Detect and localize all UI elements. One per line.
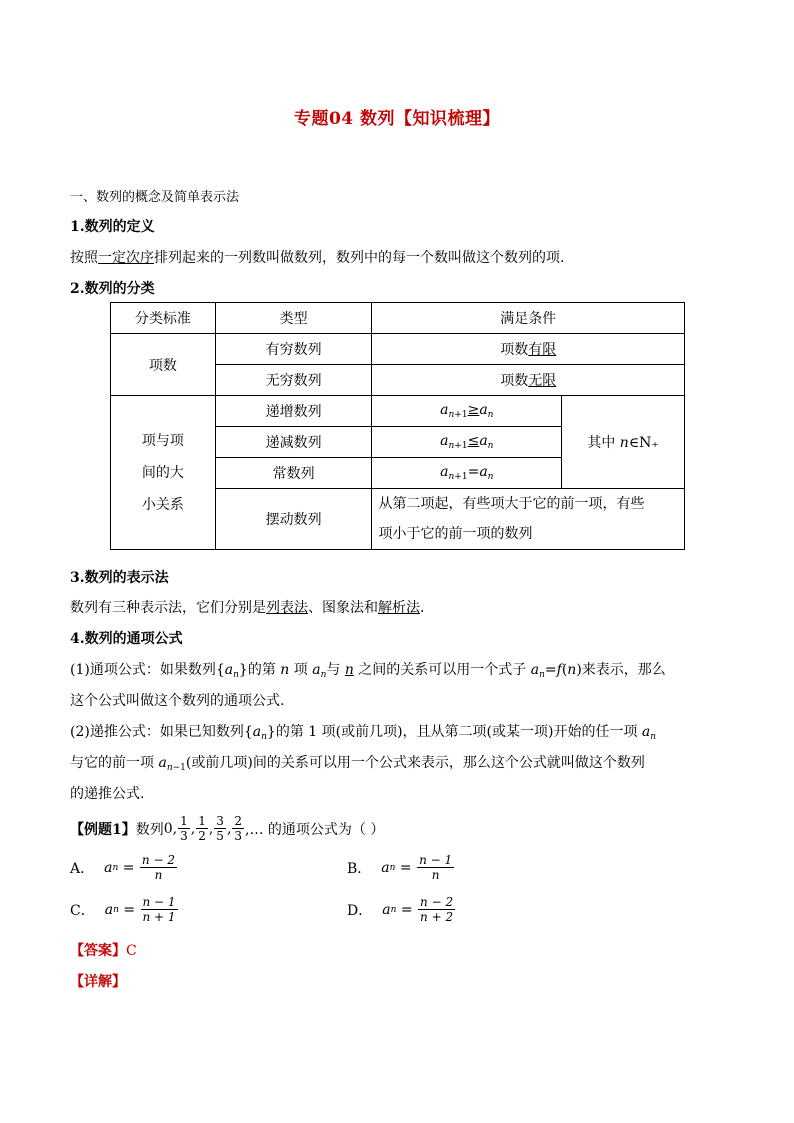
option-c[interactable]: C． a n = $\frac{n - 1}{n + 1}$ bbox=[70, 895, 176, 924]
numerator: 1 bbox=[198, 814, 206, 828]
text-run: 数列 bbox=[135, 821, 164, 838]
denominator: n + 2 bbox=[420, 910, 454, 924]
text-run: 项数 bbox=[500, 373, 529, 389]
recursive-line-2: 与它的前一项 $a_{n-1}$(或前几项)间的关系可以用一个公式来表示，那么这个公式就叫做这个数列 bbox=[70, 755, 645, 773]
underlined-term: 解析法 bbox=[378, 600, 420, 616]
numerator: n − 1 bbox=[142, 895, 176, 909]
fraction bbox=[214, 814, 226, 843]
option-d[interactable]: D． a n = $\frac{n - 2}{n + 2}$ bbox=[347, 895, 454, 924]
text-run: 之间的关系可以用一个式子 bbox=[353, 662, 531, 678]
text-run: 其中 bbox=[587, 435, 620, 451]
type-cell: 无穷数列 bbox=[215, 365, 372, 396]
fraction bbox=[196, 814, 208, 843]
recursive-line-1: (2)递推公式：如果已知数列$\{a_n\}$的第 1 项(或前几项)，且从第二项(或某一项)开始的任一项 $a_n$ bbox=[70, 724, 657, 742]
option-label: C． bbox=[70, 902, 95, 919]
relation-symbol: ≤ bbox=[467, 433, 480, 449]
text-run: ∈N₊ bbox=[628, 435, 659, 451]
condition-cell: $a_{n+1}\le a_n$ bbox=[372, 427, 562, 458]
denominator: 2 bbox=[198, 829, 206, 843]
type-cell: 常数列 bbox=[215, 458, 372, 489]
text-run: (2)递推公式：如果已知数列{ bbox=[70, 724, 253, 740]
type-cell: 递增数列 bbox=[215, 396, 372, 427]
text-run: 按照 bbox=[70, 250, 98, 266]
numerator: 2 bbox=[234, 814, 243, 828]
numerator: n − 2 bbox=[420, 895, 454, 909]
detail-line bbox=[70, 971, 126, 991]
text-run: = bbox=[544, 662, 557, 678]
condition-cell bbox=[372, 365, 685, 396]
group-label: 项数 bbox=[111, 334, 216, 396]
fraction bbox=[418, 895, 455, 924]
answer-value: C bbox=[126, 943, 137, 959]
fraction bbox=[178, 814, 190, 843]
text-line: 项与项 bbox=[141, 432, 184, 449]
denominator: n bbox=[431, 868, 440, 882]
example-question: 【例题1】 数列 0, $\frac{1}{3}$ , $\frac{1}{2}$ , $\frac{3}{5}$ , $\frac{2}{3}$ ,… 的通项公式为（ ） bbox=[70, 814, 385, 843]
denominator: n bbox=[154, 868, 163, 882]
section-heading: 一、数列的概念及简单表示法 bbox=[70, 190, 240, 205]
underlined-term: 一定次序 bbox=[98, 250, 154, 266]
detail-label: 【详解】 bbox=[70, 974, 126, 990]
answer-label: 【答案】 bbox=[70, 943, 126, 959]
text-line: 项小于它的前一项的数列 bbox=[378, 526, 533, 542]
text-run: 项数 bbox=[500, 342, 529, 358]
text-run: 来表示，那么 bbox=[581, 662, 666, 678]
definition-title: 1.数列的定义 bbox=[70, 219, 155, 235]
table-row bbox=[111, 334, 685, 365]
denominator: 5 bbox=[216, 829, 224, 843]
text-line: 间的大 bbox=[141, 464, 184, 481]
side-note-cell bbox=[562, 396, 685, 489]
variable: n bbox=[619, 435, 629, 451]
type-cell: 递减数列 bbox=[215, 427, 372, 458]
example-label: 【例题1】 bbox=[70, 821, 136, 838]
group-label bbox=[111, 396, 216, 550]
representation-text bbox=[70, 597, 424, 617]
text-run: (1)通项公式：如果数列{ bbox=[70, 662, 225, 678]
header-cell: 满足条件 bbox=[372, 303, 685, 334]
text-run: ,… 的通项公式为（ ） bbox=[245, 821, 385, 838]
option-b[interactable]: B． a n = $\frac{n - 1}{n}$ bbox=[347, 853, 453, 882]
text-run: (或前几项)间的关系可以用一个公式来表示，那么这个公式就叫做这个数列 bbox=[185, 755, 645, 771]
option-label: B． bbox=[347, 860, 372, 877]
condition-cell bbox=[372, 489, 685, 550]
type-cell: 有穷数列 bbox=[215, 334, 372, 365]
fraction bbox=[141, 895, 178, 924]
option-label: D． bbox=[347, 902, 373, 919]
option-a[interactable]: A． a n = $\frac{n - 2}{n}$ bbox=[70, 853, 175, 882]
relation-symbol: = bbox=[467, 464, 480, 480]
numerator: n − 1 bbox=[419, 853, 453, 867]
condition-cell bbox=[372, 334, 685, 365]
representation-title: 3.数列的表示法 bbox=[70, 570, 169, 586]
text-run: 与它的前一项 bbox=[70, 755, 159, 771]
general-term-line-1: (1)通项公式：如果数列$\{a_n\}$的第 n 项 $a_n$与 n 之间的关系可以用一个式子 $a_n=f(n)$来表示，那么 bbox=[70, 662, 666, 680]
numerator: 1 bbox=[180, 814, 188, 828]
text-run: . bbox=[420, 600, 425, 616]
numerator: 3 bbox=[216, 814, 224, 828]
relation-symbol: ≥ bbox=[467, 402, 480, 418]
text-run: 、图象法和 bbox=[308, 600, 378, 616]
answer-line bbox=[70, 940, 137, 960]
header-cell: 分类标准 bbox=[111, 303, 216, 334]
underlined-term: 无限 bbox=[528, 373, 557, 389]
general-term-title: 4.数列的通项公式 bbox=[70, 631, 183, 647]
denominator: 3 bbox=[180, 829, 188, 843]
classification-table bbox=[110, 302, 685, 550]
condition-cell: $a_{n+1}=a_n$ bbox=[372, 458, 562, 489]
fraction bbox=[140, 853, 177, 882]
numerator: n − 2 bbox=[141, 853, 175, 867]
underlined-term: 有限 bbox=[528, 342, 557, 358]
page-title: 专题04 数列【知识梳理】 bbox=[293, 109, 501, 129]
text-run: }的第 bbox=[238, 662, 281, 678]
table-header-row bbox=[111, 303, 685, 334]
underlined-term: 列表法 bbox=[266, 600, 308, 616]
header-cell: 类型 bbox=[215, 303, 372, 334]
denominator: 3 bbox=[234, 829, 243, 843]
fraction bbox=[417, 853, 454, 882]
text-run: 排列起来的一列数叫做数列，数列中的每一个数叫做这个数列的项. bbox=[154, 250, 565, 266]
definition-text bbox=[70, 247, 564, 267]
condition-cell: $a_{n+1}\ge a_n$ bbox=[372, 396, 562, 427]
text-run: 0, bbox=[163, 820, 178, 837]
text-run: 与 bbox=[326, 662, 345, 678]
table-row bbox=[111, 396, 685, 427]
fraction bbox=[232, 814, 244, 843]
text-run: }的第 1 项(或前几项)，且从第二项(或某一项)开始的任一项 bbox=[266, 724, 642, 740]
type-cell: 摆动数列 bbox=[215, 489, 372, 550]
classification-title: 2.数列的分类 bbox=[70, 281, 155, 297]
text-run: 数列有三种表示法，它们分别是 bbox=[70, 600, 266, 616]
option-label: A． bbox=[70, 860, 95, 877]
text-line: 小关系 bbox=[141, 496, 184, 513]
text-line: 从第二项起，有些项大于它的前一项，有些 bbox=[378, 496, 645, 512]
general-term-line-2: 这个公式叫做这个数列的通项公式. bbox=[70, 693, 285, 709]
text-run: 项 bbox=[289, 662, 313, 678]
recursive-line-3: 的递推公式. bbox=[70, 786, 145, 802]
denominator: n + 1 bbox=[142, 910, 176, 924]
